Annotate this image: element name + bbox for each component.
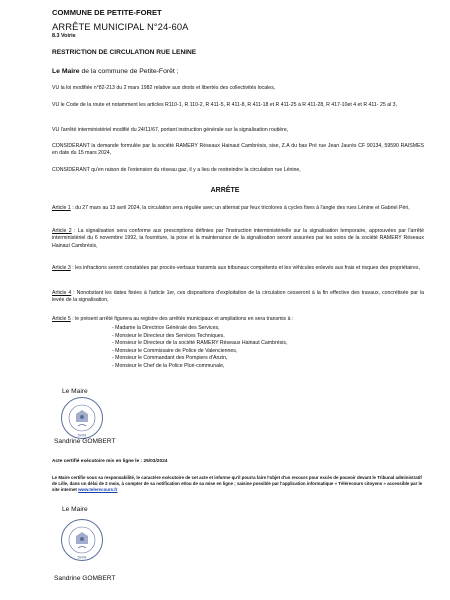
signatory-name: Sandrine GOMBERT — [54, 438, 116, 445]
article-1-text: : du 27 mars au 13 avril 2024, la circulation sera régulée avec un alternat par feux tricolores à cycles fixes à l'angle des rues Lénine et Gabriel Péri, — [70, 205, 410, 211]
transmission-note: Acte certifié exécutoire mis en ligne le : 25/03/2024 — [52, 459, 168, 464]
signature-title-2: Le Maire — [62, 506, 88, 513]
seal-code: 59494 — [77, 433, 87, 438]
article-5-text: : le présent arrêté figurera au registre des arrêtés municipaux et ampliations en sera transmis à : — [70, 316, 294, 322]
legal-footer — [52, 475, 428, 493]
list-item: - Monsieur le Commissaire de Police de Valenciennes, — [112, 347, 238, 354]
list-item: - Madame la Directrice Générale des Services, — [112, 325, 220, 331]
commune-name: COMMUNE DE PETITE-FORET — [52, 8, 162, 17]
signature-title: Le Maire — [62, 388, 88, 395]
article-5 — [52, 316, 424, 323]
article-2-label: Article 2 — [52, 228, 72, 234]
maire-intro-rest: de la commune de Petite-Forêt ; — [79, 68, 179, 75]
article-3-text: : les infractions seront constatées par procès-verbaux transmis aux tribunaux compétents et les véhicules enlevés aux frais et risques des propriétaires, — [70, 265, 420, 271]
article-2 — [52, 228, 424, 250]
municipal-seal — [60, 396, 104, 440]
article-2-text: : La signalisation sera conforme aux prescriptions définies par l'instruction interministérielle sur la signalisation temporaire, approuvées par l'arrêté interministériel du 6 novembre 1992, la fourniture, la pose et la maintenance de la signalisation seront assurées par les soins de la société RAMERY Réseaux Hainaut Cambrésis, — [52, 228, 424, 249]
municipal-seal-2 — [60, 518, 104, 562]
considerant-1: CONSIDÉRANT la demande formulée par la société RAMERY Réseaux Hainaut Cambrésis, sise, Z.A du bas Pré rue Jean Jaurès CF 90134, 59590 RAISMES en date du 15 mars 2024, — [52, 143, 424, 157]
maire-intro-bold: Le Maire — [52, 68, 80, 75]
maire-intro — [52, 68, 179, 75]
visa-1: VU la loi modifiée n°82-213 du 2 mars 1982 relative aux droits et libertés des collectivités locales, — [52, 85, 276, 91]
section-label: 8.3 Voirie — [52, 33, 76, 39]
article-1 — [52, 205, 424, 212]
signatory-name-2: Sandrine GOMBERT — [54, 575, 116, 582]
article-3 — [52, 265, 424, 272]
article-3-label: Article 3 — [52, 265, 71, 271]
recipient-list — [112, 325, 287, 370]
arrete-number: ARRÊTE MUNICIPAL N°24-60A — [52, 21, 189, 32]
article-4-text: : Nonobstant les dates fixées à l'article 1er, ces dispositions d'exploitation de la circulation cesseront à la fin effective des travaux, concrétisée par la levée de la signalisation, — [52, 290, 424, 304]
list-item: - Monsieur le Directeur de la société RAMERY Réseaux Hainaut Cambrésis, — [112, 340, 288, 346]
seal-code-2: 59494 — [77, 555, 87, 560]
arrete-heading: ARRÊTE — [210, 187, 240, 194]
article-4 — [52, 290, 424, 305]
list-item: - Monsieur le Chef de la Police Pluri-communale, — [112, 362, 225, 369]
document-subject: RESTRICTION DE CIRCULATION RUE LENINE — [52, 49, 197, 56]
considerant-2: CONSIDÉRANT qu'en raison de l'extension du réseau gaz, il y a lieu de restreindre la circulation rue Lénine, — [52, 167, 301, 173]
article-4-label: Article 4 — [52, 290, 72, 296]
list-item: - Monsieur le Directeur des Services Techniques, — [112, 332, 225, 339]
visa-2: VU le Code de la route et notamment les articles R110-1, R 110-2, R 411-5, R 411-8, R 411-18 et R 411-25 à R 411-28, R 417-10et 4 et R 411- 25 al 3, — [52, 102, 397, 108]
legal-footer-text: Le Maire certifie sous sa responsabilité, le caractère exécutoire de cet acte et informe qu'il pourra faire l'objet d'un recours pour excès de pouvoir devant le Tribunal administratif de Lille, dans un délai de 2 mois, à compter de sa notification et/ou de sa mise en ligne ; saisine possible par l'application informatique « Télérecours citoyens » accessible par le site internet — [52, 475, 423, 492]
article-1-label: Article 1 — [52, 205, 71, 211]
list-item: - Monsieur le Commandant des Pompiers d'Anzin, — [112, 355, 228, 361]
visa-3: VU l'arrêté interministériel modifié du 24/11/67, portant instruction générale sur la signalisation routière, — [52, 127, 289, 133]
telerecours-link[interactable]: www.telerecours.fr — [78, 487, 118, 492]
article-5-label: Article 5 — [52, 316, 71, 322]
